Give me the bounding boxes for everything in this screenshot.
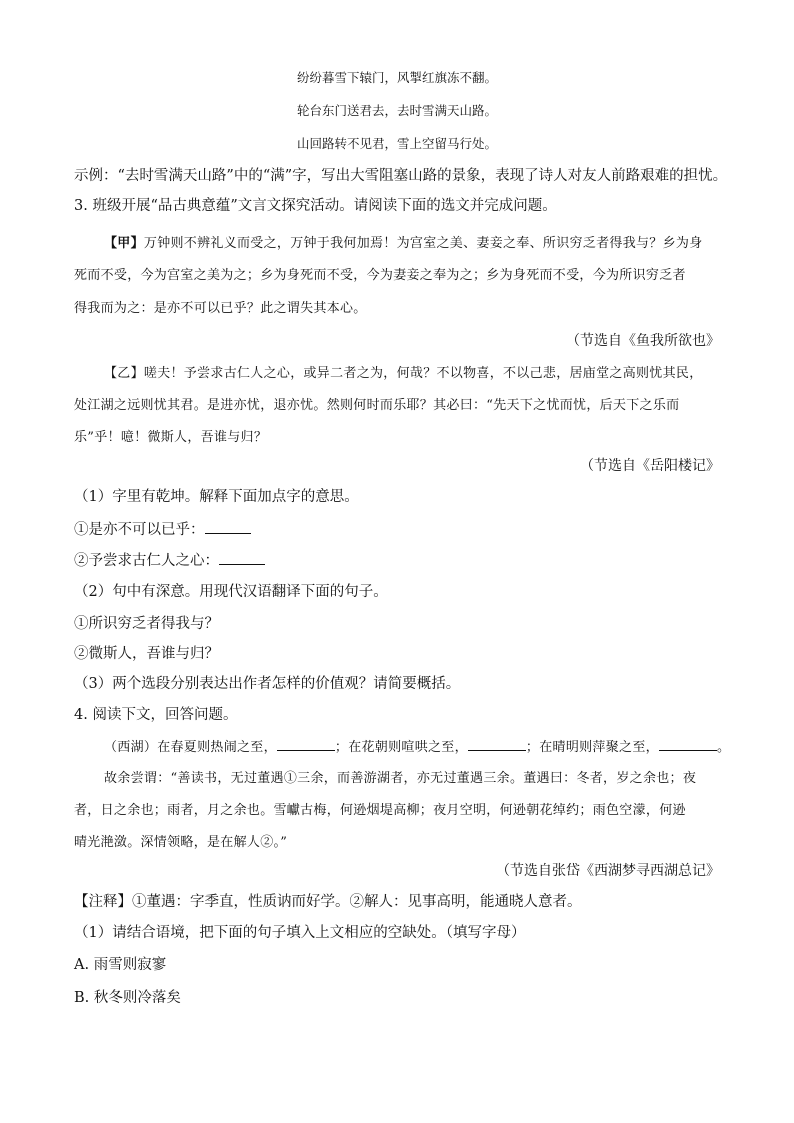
option-b: B. 秋冬则冷落矣 [74, 990, 181, 1006]
fill-blank-1[interactable] [277, 738, 335, 751]
passage-jia-line-3: 得我而为之：是亦不可以已乎？此之谓失其本心。 [74, 301, 367, 316]
fill-blank-2[interactable] [468, 738, 526, 751]
question-4-note: 【注释】①董遇：字季直，性质讷而好学。②解人：见事高明，能通晓人意者。 [74, 894, 582, 910]
passage-xihu-part-c: ；在晴明则萍聚之至， [525, 740, 659, 755]
passage-jia-line-2: 死而不受，今为宫室之美为之；乡为身死而不受，今为妻妾之奉为之；乡为身死而不受，今为所识穷乏者 [74, 268, 686, 283]
passage-jia-tag: 【甲】 [104, 236, 144, 251]
passage-xihu-line-1 [104, 736, 730, 755]
question-3-sub-2-b: ②微斯人，吾谁与归？ [74, 646, 219, 662]
poem-line-1: 纷纷暮雪下辕门，风掣红旗冻不翻。 [296, 70, 497, 85]
passage-yi-line-1: 【乙】嗟夫！予尝求古仁人之心，或异二者之为，何哉？不以物喜，不以己悲，居庙堂之高则忧其民， [104, 366, 703, 381]
question-3-sub-1-a-text: ①是亦不可以已乎： [74, 522, 205, 538]
option-a: A. 雨雪则寂寥 [74, 957, 167, 973]
passage-yi-source: （节选自《岳阳楼记》 [580, 458, 720, 474]
passage-yi-line-3: 乐”乎！噫！微斯人，吾谁与归？ [74, 430, 268, 445]
passage-yi-line-2: 处江湖之远则忧其君。是进亦忧，退亦忧。然则何时而乐耶？其必曰：“先天下之忧而忧，后天下之乐而 [74, 398, 680, 413]
passage-jia-line-1 [104, 232, 703, 251]
passage-xihu-line-3: 者，日之余也；雨者，月之余也。雪巘古梅，何逊烟堤高柳；夜月空明，何逊朝花绰约；雨色空濛，何逊 [74, 803, 686, 818]
answer-blank[interactable] [205, 521, 251, 534]
question-3-sub-1-b [74, 549, 265, 570]
passage-xihu-line-2: 故余尝谓：“善读书，无过董遇①三余，而善游湖者，亦无过董遇三余。董遇曰：冬者，岁之余也；夜 [104, 771, 697, 786]
passage-xihu-line-4: 晴光滟潋。深情领略，是在解人②。” [74, 835, 288, 850]
passage-xihu-source: （节选自张岱《西湖梦寻西湖总记》 [496, 863, 720, 879]
passage-xihu-part-b: ；在花朝则喧哄之至， [334, 740, 468, 755]
question-3-sub-3: （3）两个选段分别表达出作者怎样的价值观？请简要概括。 [74, 676, 461, 692]
question-3-sub-2-a: ①所识穷乏者得我与？ [74, 616, 219, 632]
question-3-title: 3. 班级开展“品古典意蕴”文言文探究活动。请阅读下面的选文并完成问题。 [74, 198, 557, 214]
question-3-sub-2: （2）句中有深意。用现代汉语翻译下面的句子。 [74, 584, 388, 600]
question-4-title: 4. 阅读下文，回答问题。 [74, 707, 238, 723]
fill-blank-3[interactable] [659, 738, 717, 751]
question-3-sub-1-a [74, 518, 251, 539]
question-3-sub-1-b-text: ②予尝求古仁人之心： [74, 553, 219, 569]
question-4-sub-1: （1）请结合语境，把下面的句子填入上文相应的空缺处。（填写字母） [74, 925, 526, 941]
passage-jia-source: （节选自《鱼我所欲也》 [566, 333, 720, 349]
passage-xihu-part-a: （西湖）在春夏则热闹之至， [104, 740, 277, 755]
passage-xihu-end: 。 [716, 740, 731, 755]
question-3-sub-1: （1）字里有乾坤。解释下面加点字的意思。 [74, 489, 359, 505]
passage-jia-text-1: 万钟则不辨礼义而受之，万钟于我何加焉！为宫室之美、妻妾之奉、所识穷乏者得我与？乡为身 [143, 236, 703, 251]
example-answer: 示例：“去时雪满天山路”中的“满”字，写出大雪阻塞山路的景象，表现了诗人对友人前路艰难的担忧。 [74, 168, 728, 184]
answer-blank[interactable] [219, 552, 265, 565]
poem-line-2: 轮台东门送君去，去时雪满天山路。 [296, 103, 497, 118]
poem-line-3: 山回路转不见君，雪上空留马行处。 [296, 136, 497, 151]
